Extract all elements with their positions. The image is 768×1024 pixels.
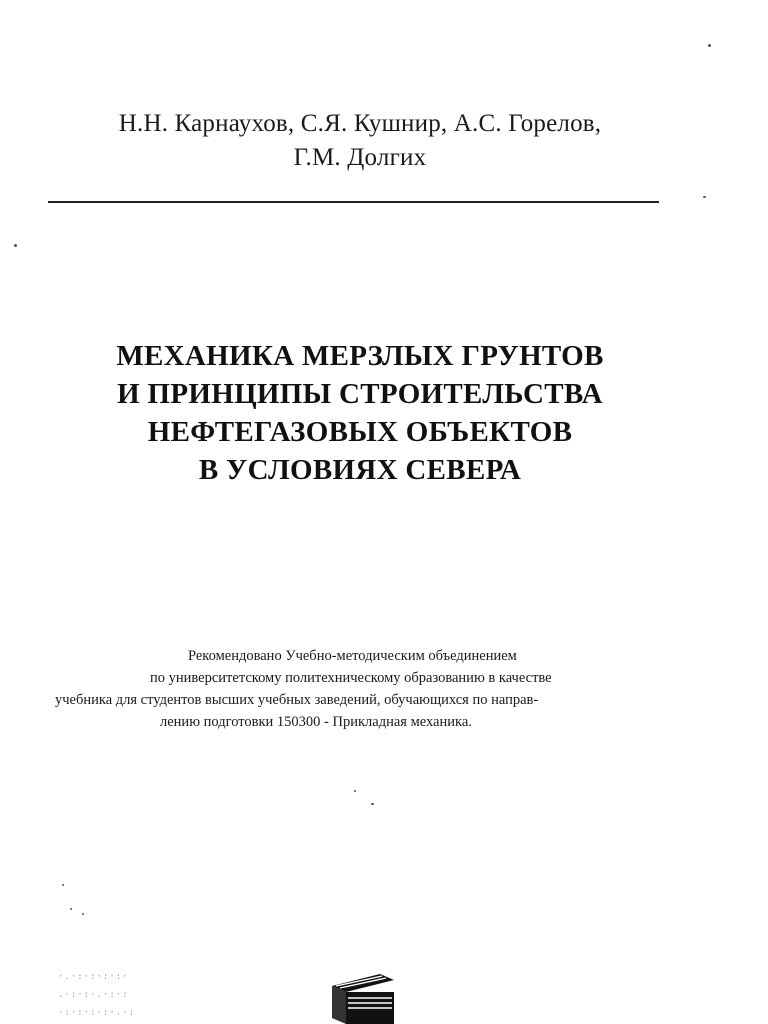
scan-speck bbox=[82, 913, 84, 915]
scan-speck bbox=[703, 196, 706, 198]
scan-smudge: .·:·:·.·:·: bbox=[58, 990, 129, 1000]
authors-line-2: Г.М. Долгих bbox=[293, 144, 427, 171]
book-title-line-4: В УСЛОВИЯХ СЕВЕРА bbox=[198, 454, 522, 486]
recommendation-line-2: по университетскому политехническому образованию в качестве bbox=[150, 670, 552, 686]
scan-smudge: ·.·:·:·:·:· bbox=[58, 972, 129, 982]
scan-speck bbox=[62, 884, 64, 886]
scan-speck bbox=[70, 908, 72, 910]
recommendation-line-3: учебника для студентов высших учебных заведений, обучающихся по направ- bbox=[55, 692, 539, 708]
scan-speck bbox=[708, 44, 711, 47]
recommendation-line-4: лению подготовки 150300 - Прикладная механика. bbox=[160, 714, 472, 730]
book-title-line-2: И ПРИНЦИПЫ СТРОИТЕЛЬСТВА bbox=[117, 378, 603, 410]
scan-smudge: ·:·:·:·:·.·: bbox=[58, 1008, 136, 1018]
recommendation-line-1: Рекомендовано Учебно-методическим объединением bbox=[188, 648, 517, 664]
book-title-line-3: НЕФТЕГАЗОВЫХ ОБЪЕКТОВ bbox=[147, 416, 573, 448]
scan-speck bbox=[354, 790, 356, 792]
scan-speck bbox=[14, 244, 17, 247]
horizontal-rule bbox=[48, 201, 659, 203]
scan-speck bbox=[371, 803, 374, 805]
book-title-line-1: МЕХАНИКА МЕРЗЛЫХ ГРУНТОВ bbox=[116, 340, 604, 372]
books-stack-icon bbox=[328, 972, 398, 1024]
authors-line-1: Н.Н. Карнаухов, С.Я. Кушнир, А.С. Горелов, bbox=[118, 110, 602, 137]
